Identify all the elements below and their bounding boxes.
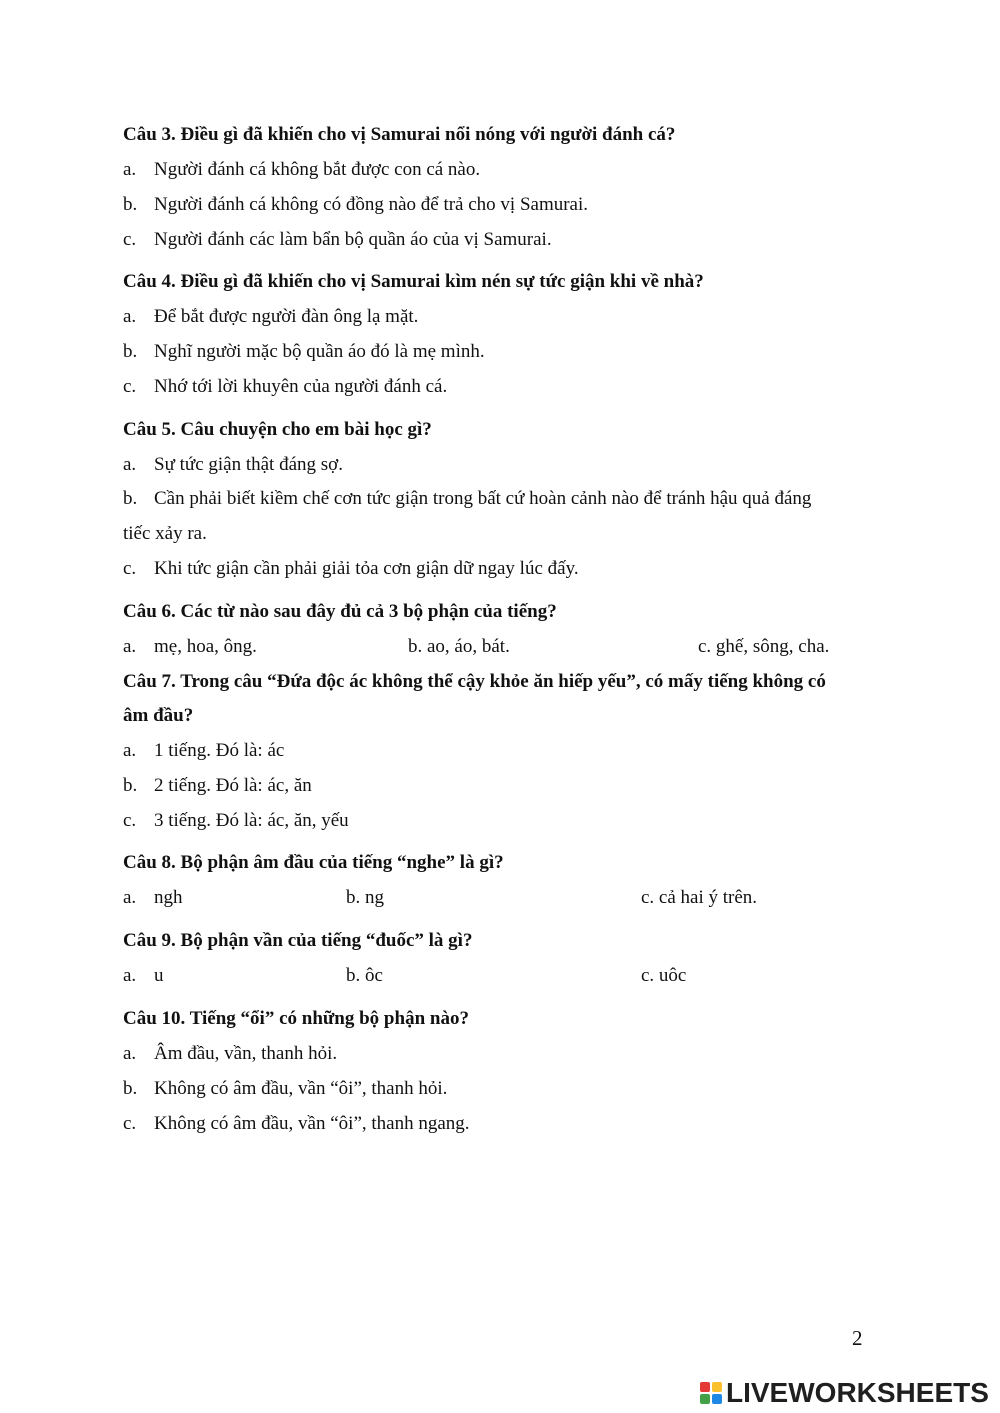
question-4-option-c: c. Nhớ tới lời khuyên của người đánh cá. [123, 376, 448, 397]
liveworksheets-wordmark: LIVEWORKSHEETS [726, 1377, 989, 1408]
question-9-option-b: b. ôc [346, 965, 383, 986]
logo-square-red [700, 1382, 710, 1392]
question-4-title: Câu 4. Điều gì đã khiến cho vị Samurai kìm nén sự tức giận khi về nhà? [123, 271, 704, 292]
logo-square-yellow [712, 1382, 722, 1392]
liveworksheets-logo[interactable] [700, 1378, 989, 1408]
question-8-title: Câu 8. Bộ phận âm đầu của tiếng “nghe” là gì? [123, 852, 504, 873]
page-number: 2 [852, 1326, 863, 1350]
question-7-option-b: b. 2 tiếng. Đó là: ác, ăn [123, 775, 312, 796]
question-7-option-a: a. 1 tiếng. Đó là: ác [123, 740, 285, 761]
question-8-option-a: a. ngh [123, 887, 183, 908]
question-3-title: Câu 3. Điều gì đã khiến cho vị Samurai nổi nóng với người đánh cá? [123, 124, 676, 145]
question-3-option-b: b. Người đánh cá không có đồng nào để trả cho vị Samurai. [123, 194, 589, 215]
liveworksheets-logo-icon [700, 1382, 722, 1404]
question-9-option-c: c. uôc [641, 965, 687, 986]
question-8-option-b: b. ng [346, 887, 384, 908]
question-4-option-b: b. Nghĩ người mặc bộ quần áo đó là mẹ mình. [123, 341, 485, 362]
question-8-option-c: c. cả hai ý trên. [641, 887, 758, 908]
question-7-title-continued: âm đầu? [123, 705, 194, 726]
question-10-option-b: b. Không có âm đầu, vần “ôi”, thanh hỏi. [123, 1078, 448, 1099]
question-10-option-a: a. Âm đầu, vần, thanh hỏi. [123, 1043, 338, 1064]
question-6-option-b: b. ao, áo, bát. [408, 636, 510, 657]
logo-square-blue [712, 1394, 722, 1404]
question-9-title: Câu 9. Bộ phận vần của tiếng “đuốc” là gì? [123, 930, 473, 951]
question-3-option-c: c. Người đánh các làm bẩn bộ quần áo của vị Samurai. [123, 229, 552, 250]
question-5-option-b: b. Cần phải biết kiềm chế cơn tức giận trong bất cứ hoàn cảnh nào để tránh hậu quả đáng [123, 488, 812, 509]
logo-square-green [700, 1394, 710, 1404]
question-10-title: Câu 10. Tiếng “ổi” có những bộ phận nào? [123, 1008, 469, 1029]
question-7-option-c: c. 3 tiếng. Đó là: ác, ăn, yếu [123, 810, 349, 831]
question-9-option-a: a. u [123, 965, 164, 986]
question-4-option-a: a. Để bắt được người đàn ông lạ mặt. [123, 306, 419, 327]
question-3-option-a: a. Người đánh cá không bắt được con cá nào. [123, 159, 481, 180]
question-5-option-c: c. Khi tức giận cần phải giải tỏa cơn giận dữ ngay lúc đấy. [123, 558, 579, 579]
question-5-option-a: a. Sự tức giận thật đáng sợ. [123, 454, 343, 475]
question-10-option-c: c. Không có âm đầu, vần “ôi”, thanh ngang. [123, 1113, 470, 1134]
question-6-title: Câu 6. Các từ nào sau đây đủ cả 3 bộ phận của tiếng? [123, 601, 557, 622]
question-5-title: Câu 5. Câu chuyện cho em bài học gì? [123, 419, 432, 440]
question-6-option-c: c. ghế, sông, cha. [698, 636, 830, 657]
question-6-option-a: a. mẹ, hoa, ông. [123, 636, 257, 657]
question-7-title: Câu 7. Trong câu “Đứa độc ác không thể cậy khỏe ăn hiếp yếu”, có mấy tiếng không có [123, 671, 826, 692]
question-5-option-b-continued: tiếc xảy ra. [123, 523, 207, 544]
